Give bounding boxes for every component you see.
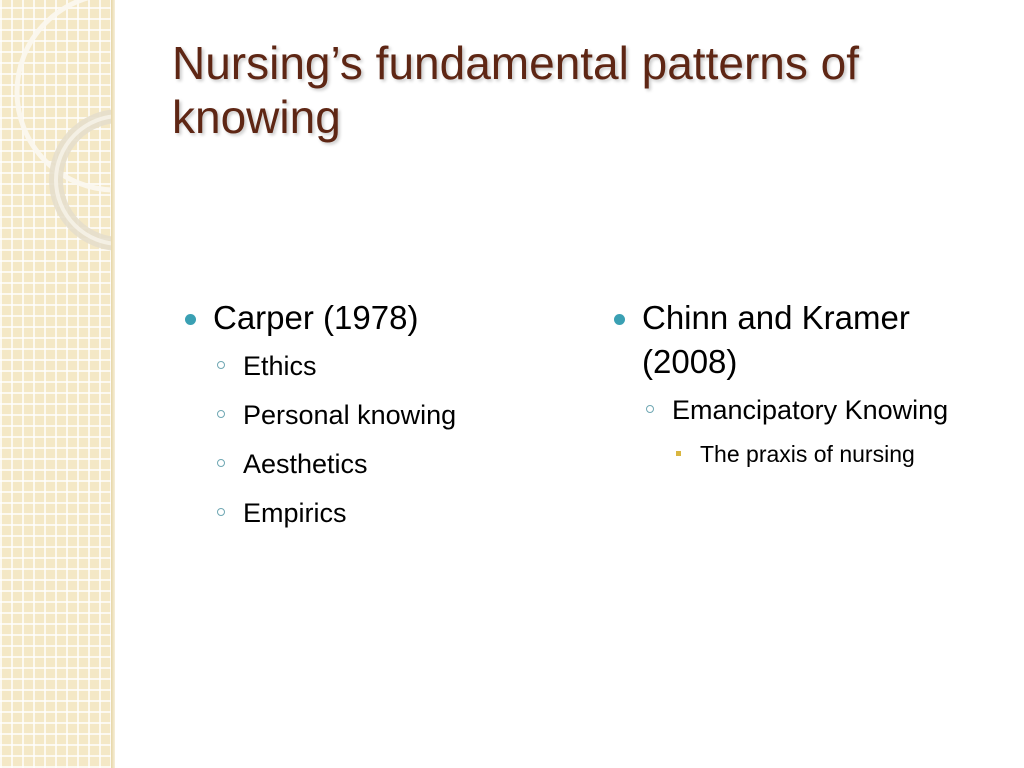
sub-bullet-aesthetics bbox=[183, 444, 563, 484]
aesthetics-label: Aesthetics bbox=[243, 449, 368, 479]
ring-bullet-icon bbox=[646, 405, 654, 413]
decorative-sidebar bbox=[0, 0, 113, 768]
ring-bullet-icon bbox=[217, 508, 225, 516]
personal-knowing-label: Personal knowing bbox=[243, 400, 457, 430]
sub-sub-bullet-praxis bbox=[612, 439, 1012, 469]
ethics-label: Ethics bbox=[243, 351, 317, 381]
sub-bullet-personal-knowing bbox=[183, 395, 563, 435]
sub-bullet-emancipatory-knowing bbox=[612, 390, 1012, 430]
left-column bbox=[183, 296, 563, 542]
praxis-label: The praxis of nursing bbox=[700, 441, 915, 467]
bullet-dot-icon bbox=[614, 314, 625, 325]
ring-bullet-icon bbox=[217, 410, 225, 418]
ring-bullet-icon bbox=[217, 361, 225, 369]
right-column bbox=[612, 296, 1012, 469]
emancipatory-knowing-label: Emancipatory Knowing bbox=[672, 395, 949, 425]
sub-bullet-ethics bbox=[183, 346, 563, 386]
empirics-label: Empirics bbox=[243, 498, 347, 528]
bullet-carper bbox=[183, 296, 563, 340]
decorative-rings-graphic bbox=[0, 0, 113, 768]
slide-title: Nursing’s fundamental patterns of knowing bbox=[172, 37, 859, 143]
chinn-kramer-heading: Chinn and Kramer (2008) bbox=[642, 299, 910, 380]
bullet-chinn-kramer bbox=[612, 296, 1012, 384]
sidebar-edge bbox=[111, 0, 115, 768]
bullet-dot-icon bbox=[185, 314, 196, 325]
carper-heading: Carper (1978) bbox=[213, 299, 419, 336]
sub-bullet-empirics bbox=[183, 493, 563, 533]
ring-bullet-icon bbox=[217, 459, 225, 467]
small-square-bullet-icon bbox=[676, 451, 681, 456]
